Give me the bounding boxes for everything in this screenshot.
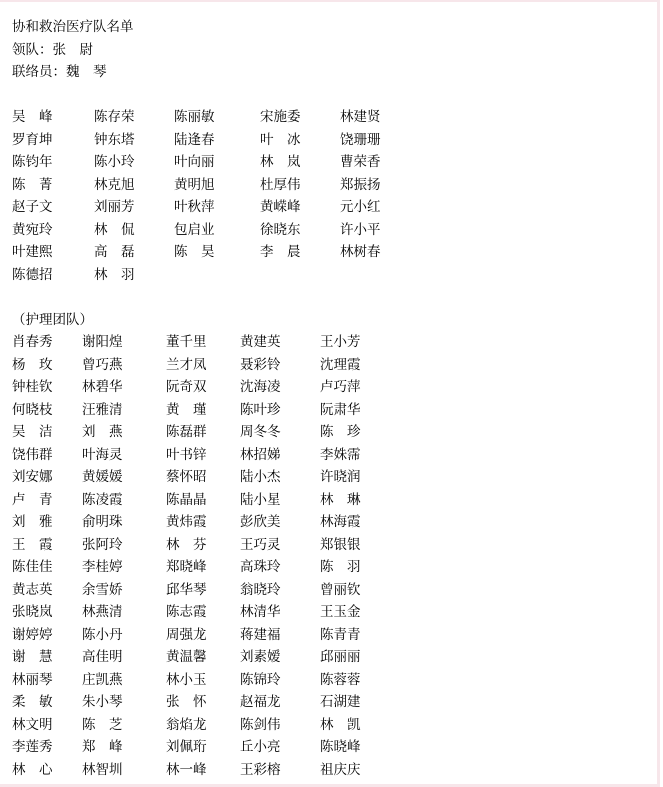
person-name: 翁晓玲 [240, 581, 281, 598]
nurse-row [12, 736, 420, 759]
person-name: 林清华 [240, 604, 281, 620]
person-name: 王 霞 [12, 536, 53, 553]
person-name: 蔡怀昭 [166, 469, 207, 485]
nurse-row [12, 444, 420, 467]
nurse-row [12, 399, 420, 422]
person-name: 饶伟群 [12, 446, 53, 463]
person-name: 丘小亮 [240, 739, 281, 755]
person-name: 陈 昊 [174, 244, 215, 260]
person-name: 刘佩珩 [166, 739, 207, 755]
nurse-row [12, 466, 420, 489]
person-name: 曹荣香 [340, 154, 381, 170]
person-name: 谢婷婷 [12, 626, 53, 643]
person-name: 林一峰 [166, 761, 207, 778]
person-name: 陈德招 [12, 266, 53, 283]
person-name: 兰才凤 [166, 356, 207, 373]
person-name: 陈 芝 [82, 716, 123, 733]
person-name: 陈 羽 [320, 559, 361, 575]
person-name: 叶向丽 [174, 154, 215, 170]
person-name: 叶建熙 [12, 244, 53, 260]
person-name: 陈小丹 [82, 626, 123, 643]
person-name: 翁焰龙 [166, 716, 207, 733]
person-name: 陈叶珍 [240, 401, 281, 418]
person-name: 张阿玲 [82, 536, 123, 553]
person-name: 祖庆庆 [320, 761, 361, 778]
person-name: 郑银银 [320, 536, 361, 553]
person-name: 陆小星 [240, 491, 281, 508]
person-name: 林克旭 [94, 176, 135, 193]
nurse-row [12, 624, 420, 647]
document-title: 协和救治医疗队名单 [12, 19, 134, 35]
nurse-row [12, 601, 420, 624]
person-name: 陈磊群 [166, 424, 207, 440]
person-name: 许晓润 [320, 469, 361, 485]
person-name: 董千里 [166, 334, 207, 350]
person-name: 黄媛媛 [82, 469, 123, 485]
nursing-team-heading: （护理团队） [12, 311, 93, 328]
nurse-name-list [12, 331, 420, 781]
person-name: 陈剑伟 [240, 716, 281, 733]
person-name: 聂彩铃 [240, 356, 281, 373]
person-name: 卢巧萍 [320, 379, 361, 395]
person-name: 刘丽芳 [94, 199, 135, 215]
person-name: 张晓岚 [12, 604, 53, 620]
person-name: 赵福龙 [240, 694, 281, 710]
nurse-row [12, 511, 420, 534]
person-name: 林 芬 [166, 536, 207, 553]
person-name: 陈 菁 [12, 176, 53, 193]
person-name: 张 怀 [166, 694, 207, 710]
person-name: 郑 峰 [82, 739, 123, 755]
person-name: 高佳明 [82, 649, 123, 665]
person-name: 邱丽丽 [320, 649, 361, 665]
person-name: 饶珊珊 [340, 131, 381, 148]
person-name: 谢阳煌 [82, 334, 123, 350]
person-name: 余雪娇 [82, 581, 123, 598]
nurse-row [12, 759, 420, 782]
person-name: 沈海凌 [240, 379, 281, 395]
person-name: 高珠玲 [240, 559, 281, 575]
person-name: 陈丽敏 [174, 109, 215, 125]
document-body [12, 16, 420, 781]
person-name: 王玉金 [320, 604, 361, 620]
person-name: 李 晨 [260, 244, 301, 260]
doctor-row [12, 106, 420, 129]
person-name: 郑振扬 [340, 176, 381, 193]
person-name: 周强龙 [166, 626, 207, 643]
person-name: 陈晶晶 [166, 491, 207, 508]
nurse-row [12, 534, 420, 557]
person-name: 石湖建 [320, 694, 361, 710]
person-name: 陈佳佳 [12, 559, 53, 575]
person-name: 卢 青 [12, 491, 53, 508]
person-name: 黄温馨 [166, 649, 207, 665]
person-name: 杨 玫 [12, 356, 53, 373]
person-name: 陈 珍 [320, 424, 361, 440]
person-name: 罗育坤 [12, 131, 53, 148]
person-name: 黄嵘峰 [260, 199, 301, 215]
nurse-row [12, 376, 420, 399]
person-name: 彭欣美 [240, 514, 281, 530]
person-name: 阮肃华 [320, 401, 361, 418]
person-name: 叶 冰 [260, 131, 301, 148]
person-name: 谢 慧 [12, 649, 53, 665]
person-name: 陈晓峰 [320, 739, 361, 755]
nurse-row [12, 489, 420, 512]
person-name: 元小红 [340, 199, 381, 215]
person-name: 邱华琴 [166, 581, 207, 598]
person-name: 叶书锌 [166, 446, 207, 463]
person-name: 李姝霈 [320, 446, 361, 463]
person-name: 朱小琴 [82, 694, 123, 710]
doctor-row [12, 219, 420, 242]
person-name: 黄志英 [12, 581, 53, 598]
doctor-row [12, 241, 420, 264]
person-name: 钟东塔 [94, 131, 135, 148]
person-name: 徐晓东 [260, 221, 301, 238]
person-name: 吴 峰 [12, 109, 53, 125]
person-name: 黄建英 [240, 334, 281, 350]
person-name: 林 凯 [320, 716, 361, 733]
person-name: 刘素嫒 [240, 649, 281, 665]
person-name: 林 岚 [260, 154, 301, 170]
person-name: 俞明珠 [82, 514, 123, 530]
person-name: 陈凌霞 [82, 491, 123, 508]
leader-line: 领队：张 尉 [12, 41, 93, 58]
person-name: 黄明旭 [174, 176, 215, 193]
person-name: 陆逢春 [174, 131, 215, 148]
person-name: 林建贤 [340, 109, 381, 125]
person-name: 肖春秀 [12, 334, 53, 350]
person-name: 沈理霞 [320, 356, 361, 373]
person-name: 林 心 [12, 761, 53, 778]
person-name: 叶海灵 [82, 446, 123, 463]
person-name: 包启业 [174, 221, 215, 238]
person-name: 周冬冬 [240, 424, 281, 440]
doctor-row [12, 196, 420, 219]
person-name: 陈锦玲 [240, 671, 281, 688]
person-name: 王小芳 [320, 334, 361, 350]
person-name: 黄 瑾 [166, 401, 207, 418]
person-name: 蒋建福 [240, 626, 281, 643]
doctor-name-list [12, 106, 420, 286]
person-name: 陈存荣 [94, 109, 135, 125]
person-name: 郑晓峰 [166, 559, 207, 575]
person-name: 阮奇双 [166, 379, 207, 395]
person-name: 陈钧年 [12, 154, 53, 170]
person-name: 许小平 [340, 221, 381, 238]
person-name: 林海霞 [320, 514, 361, 530]
person-name: 刘安娜 [12, 469, 53, 485]
person-name: 林碧华 [82, 379, 123, 395]
doctor-row [12, 174, 420, 197]
nurse-row [12, 556, 420, 579]
person-name: 林文明 [12, 716, 53, 733]
person-name: 高 磊 [94, 244, 135, 260]
nurse-row [12, 331, 420, 354]
person-name: 李莲秀 [12, 739, 53, 755]
person-name: 王彩榕 [240, 761, 281, 778]
person-name: 庄凯燕 [82, 671, 123, 688]
person-name: 林树春 [340, 244, 381, 260]
spacer [12, 286, 420, 309]
liaison-line: 联络员：魏 琴 [12, 64, 107, 80]
person-name: 汪雅清 [82, 401, 123, 418]
person-name: 林小玉 [166, 671, 207, 688]
person-name: 曾巧燕 [82, 356, 123, 373]
person-name: 宋施委 [260, 109, 301, 125]
nurse-row [12, 669, 420, 692]
person-name: 钟桂钦 [12, 379, 53, 395]
person-name: 陈蓉蓉 [320, 671, 361, 688]
person-name: 陆小杰 [240, 469, 281, 485]
person-name: 刘 雅 [12, 514, 53, 530]
nurse-row [12, 714, 420, 737]
nurse-row [12, 421, 420, 444]
person-name: 林智圳 [82, 761, 123, 778]
person-name: 林 琳 [320, 491, 361, 508]
person-name: 吴 洁 [12, 424, 53, 440]
person-name: 陈青青 [320, 626, 361, 643]
nurse-row [12, 691, 420, 714]
nurse-row [12, 579, 420, 602]
person-name: 李桂婷 [82, 559, 123, 575]
person-name: 何晓枝 [12, 401, 53, 418]
person-name: 林招娣 [240, 446, 281, 463]
person-name: 黄炜霞 [166, 514, 207, 530]
nurse-row [12, 354, 420, 377]
doctor-row [12, 264, 420, 287]
person-name: 杜厚伟 [260, 176, 301, 193]
person-name: 赵子文 [12, 199, 53, 215]
person-name: 叶秋萍 [174, 199, 215, 215]
person-name: 王巧灵 [240, 536, 281, 553]
person-name: 曾丽钦 [320, 581, 361, 598]
doctor-row [12, 129, 420, 152]
person-name: 林丽琴 [12, 671, 53, 688]
person-name: 林 羽 [94, 266, 135, 283]
person-name: 黄宛玲 [12, 221, 53, 238]
person-name: 刘 燕 [82, 424, 123, 440]
person-name: 陈志霞 [166, 604, 207, 620]
person-name: 林 侃 [94, 221, 135, 238]
doctor-row [12, 151, 420, 174]
nurse-row [12, 646, 420, 669]
person-name: 柔 敏 [12, 694, 53, 710]
person-name: 陈小玲 [94, 154, 135, 170]
person-name: 林燕清 [82, 604, 123, 620]
spacer [12, 84, 420, 107]
